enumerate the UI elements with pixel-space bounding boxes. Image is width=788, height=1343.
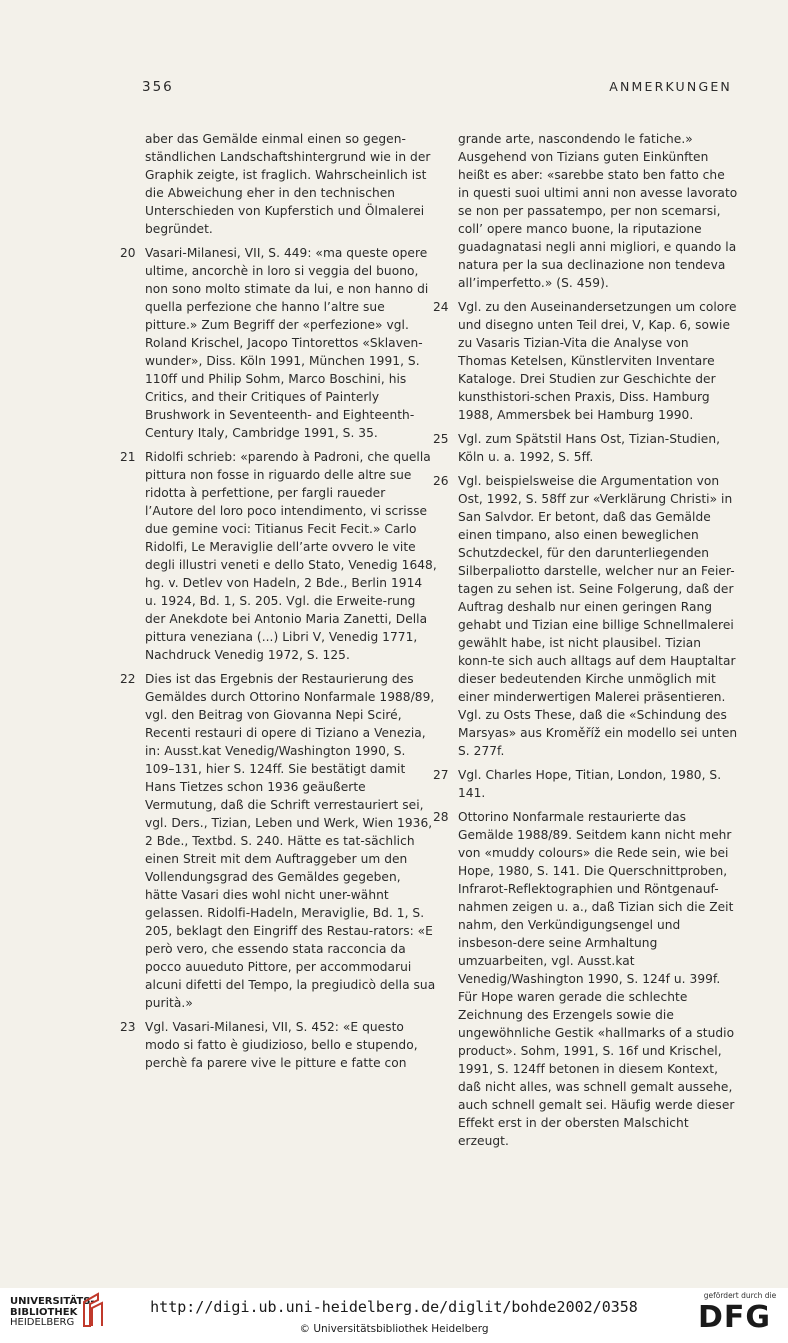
footnote-text: Vgl. Vasari-Milanesi, VII, S. 452: «E questo modo si fatto è giudizioso, bello e stupendo, perchè fa parere vive le pitture e fatte con [145,1020,418,1071]
library-logo-line: UNIVERSITÄTS- [10,1296,95,1307]
footnote-25 [433,430,738,466]
page-number: 356 [142,79,174,95]
running-head: ANMERKUNGEN [609,79,732,94]
continuation-text: grande arte, nascondendo le fatiche.» Ausgehend von Tizians guten Einkünften heißt es aber: «sarebbe stato ben fatto che in questi suoi ultimi anni non avesse lavorato se non per passatempo, per non scemarsi, coll’ opere manco buone, la riputazione guadagnatasi negli anni migliori, e quando la natura per la sua declinazione non tendeva all’imperfetto.» (S. 459). [458,132,738,291]
footnote-text: Dies ist das Ergebnis der Restaurierung des Gemäldes durch Ottorino Nonfarmale 1988/89, vgl. den Beitrag von Giovanna Nepi Sciré, Recenti restauri di opere di Tiziano a Venezia, in: Ausst.kat Venedig/Washington 1990, S. 109–131, hier S. 124ff. Sie bestätigt damit Hans Tietzes schon 1936 geäußerte Vermutung, daß die Schrift verrestauriert sei, vgl. Ders., Tizian, Leben und Werk, Wien 1936, 2 Bde., Textbd. S. 240. Hätte es tat-sächlich einen Streit mit dem Auftraggeber um den Vollendungsgrad des Gemäldes gegeben, hätte Vasari dies wohl nicht uner-wähnt gelassen. Ridolfi-Hadeln, Meraviglie, Bd. 1, S. 205, beklagt den Eingriff des Restau-rators: «E però vero, che essendo stata racconcia da pocco auueduto Pittore, per accommodarui alcuni difetti del Tempo, la pregiudicò della sua purità.» [145,672,436,1011]
dfg-logo[interactable]: DFG [698,1300,772,1335]
footnote-23 [120,1018,437,1072]
footnote-27 [433,766,738,802]
footnote-24 [433,298,738,424]
library-logo-line: HEIDELBERG [10,1317,75,1328]
footnote-number: 26 [433,474,449,489]
continuation-text: aber das Gemälde einmal einen so gegen-ständlichen Landschaftshintergrund wie in der Graphik zeigte, ist fraglich. Wahrscheinlich ist die Abweichung eher in den technischen Unterschieden von Kupferstich und Ölmalerei begründet. [145,132,431,237]
footnote-21 [120,448,437,664]
footnote-text: Ottorino Nonfarmale restaurierte das Gemälde 1988/89. Seitdem kann nicht mehr von «muddy colours» die Rede sein, wie bei Hope, 1980, S. 141. Die Querschnittproben, Infrarot-Reflektographien und Röntgenauf-nahmen zeigen u. a., daß Tizian sich die Zeit nahm, den Verkündigungsengel und insbeson-dere seine Armhaltung umzuarbeiten, vgl. Ausst.kat Venedig/Washington 1990, S. 124f u. 399f. Für Hope waren gerade die schlechte Zeichnung des Erzengels sowie die ungewöhnliche Gestik «hallmarks of a studio product». Sohm, 1991, S. 16f und Krischel, 1991, S. 124ff betonen in diesem Kontext, daß nicht alles, was schnell gemalt aussehe, auch schnell gemalt sei. Häufig werde dieser Effekt erst in der obersten Malschicht erzeugt. [458,810,735,1149]
right-column [433,118,738,1156]
footnote-number: 21 [120,450,136,465]
footnote-number: 27 [433,768,449,783]
footnote-number: 28 [433,810,449,825]
footnote-text: Ridolfi schrieb: «parendo à Padroni, che quella pittura non fosse in riguardo delle altre sue ridotta à perfettione, per fargli raueder l’Autore del loro poco intendimento, vi scrisse due gemine voci: Titianus Fecit Fecit.» Carlo Ridolfi, Le Meraviglie dell’arte ovvero le vite degli illustri veneti e dello Stato, Venedig 1648, hg. v. Detlev von Hadeln, 2 Bde., Berlin 1914 u. 1924, Bd. 1, S. 205. Vgl. die Erweite-rung der Anekdote bei Antonio Maria Zanetti, Della pittura veneziana (...) Libri V, Venedig 1771, Nachdruck Venedig 1972, S. 125. [145,450,437,663]
copyright-notice: © Universitätsbibliothek Heidelberg [299,1323,489,1335]
footnote-number: 25 [433,432,449,447]
footnote-number: 20 [120,246,136,261]
footnote-number: 22 [120,672,136,687]
footnote-text: Vgl. Charles Hope, Titian, London, 1980, S. 141. [458,768,722,801]
dfg-caption: gefördert durch die [703,1291,777,1300]
library-logo-line: BIBLIOTHEK [10,1306,78,1318]
footnote-text: Vasari-Milanesi, VII, S. 449: «ma queste opere ultime, ancorchè in loro si veggia del buono, non sono molto stimate da lui, e non hanno di quella perfezione che hanno l’altre sue pitture.» Zum Begriff der «perfezione» vgl. Roland Krischel, Jacopo Tintorettos «Sklaven-wunder», Diss. Köln 1991, München 1991, S. 110ff und Philip Sohm, Marco Boschini, his Critics, and their Critiques of Painterly Brushwork in Seventeenth- and Eighteenth-Century Italy, Cambridge 1991, S. 35. [145,246,429,441]
left-column [120,118,437,1078]
footnote-22 [120,670,437,1012]
footnote-text: Vgl. zum Spätstil Hans Ost, Tizian-Studien, Köln u. a. 1992, S. 5ff. [458,432,721,465]
footnote-20 [120,244,437,442]
permalink-url[interactable]: http://digi.ub.uni-heidelberg.de/diglit/bohde2002/0358 [150,1298,638,1316]
footnote-28 [433,808,738,1150]
footnote-number: 23 [120,1020,136,1035]
footnote-number: 24 [433,300,449,315]
footnote-26 [433,472,738,760]
footnote-text: Vgl. zu den Auseinandersetzungen um colore und disegno unten Teil drei, V, Kap. 6, sowie zu Vasaris Tizian-Vita die Analyse von Thomas Ketelsen, Künstlerviten Inventare Kataloge. Drei Studien zur Geschichte der kunsthistori-schen Praxis, Diss. Hamburg 1988, Ammersbek bei Hamburg 1990. [458,300,737,423]
footnote-text: Vgl. beispielsweise die Argumentation von Ost, 1992, S. 58ff zur «Verklärung Christi» in San Salvdor. Er betont, daß das Gemälde einen timpano, also einen beweglichen Schutzdeckel, für den darunterliegenden Silberpaliotto darstelle, welcher nur an Feier-tagen zu sehen ist. Seine Folgerung, daß der Auftrag deshalb nur einen geringen Rang gehabt und Tizian eine billige Schnellmalerei gewählt habe, ist nicht plausibel. Tizian konn-te sich auch alltags auf dem Hauptaltar dieser bedeutenden Kirche unmöglich mit einer minderwertigen Malerei präsentieren. Vgl. zu Osts These, daß die «Schindung des Marsyas» aus Kroměříž ein modello sei unten S. 277f. [458,474,738,759]
